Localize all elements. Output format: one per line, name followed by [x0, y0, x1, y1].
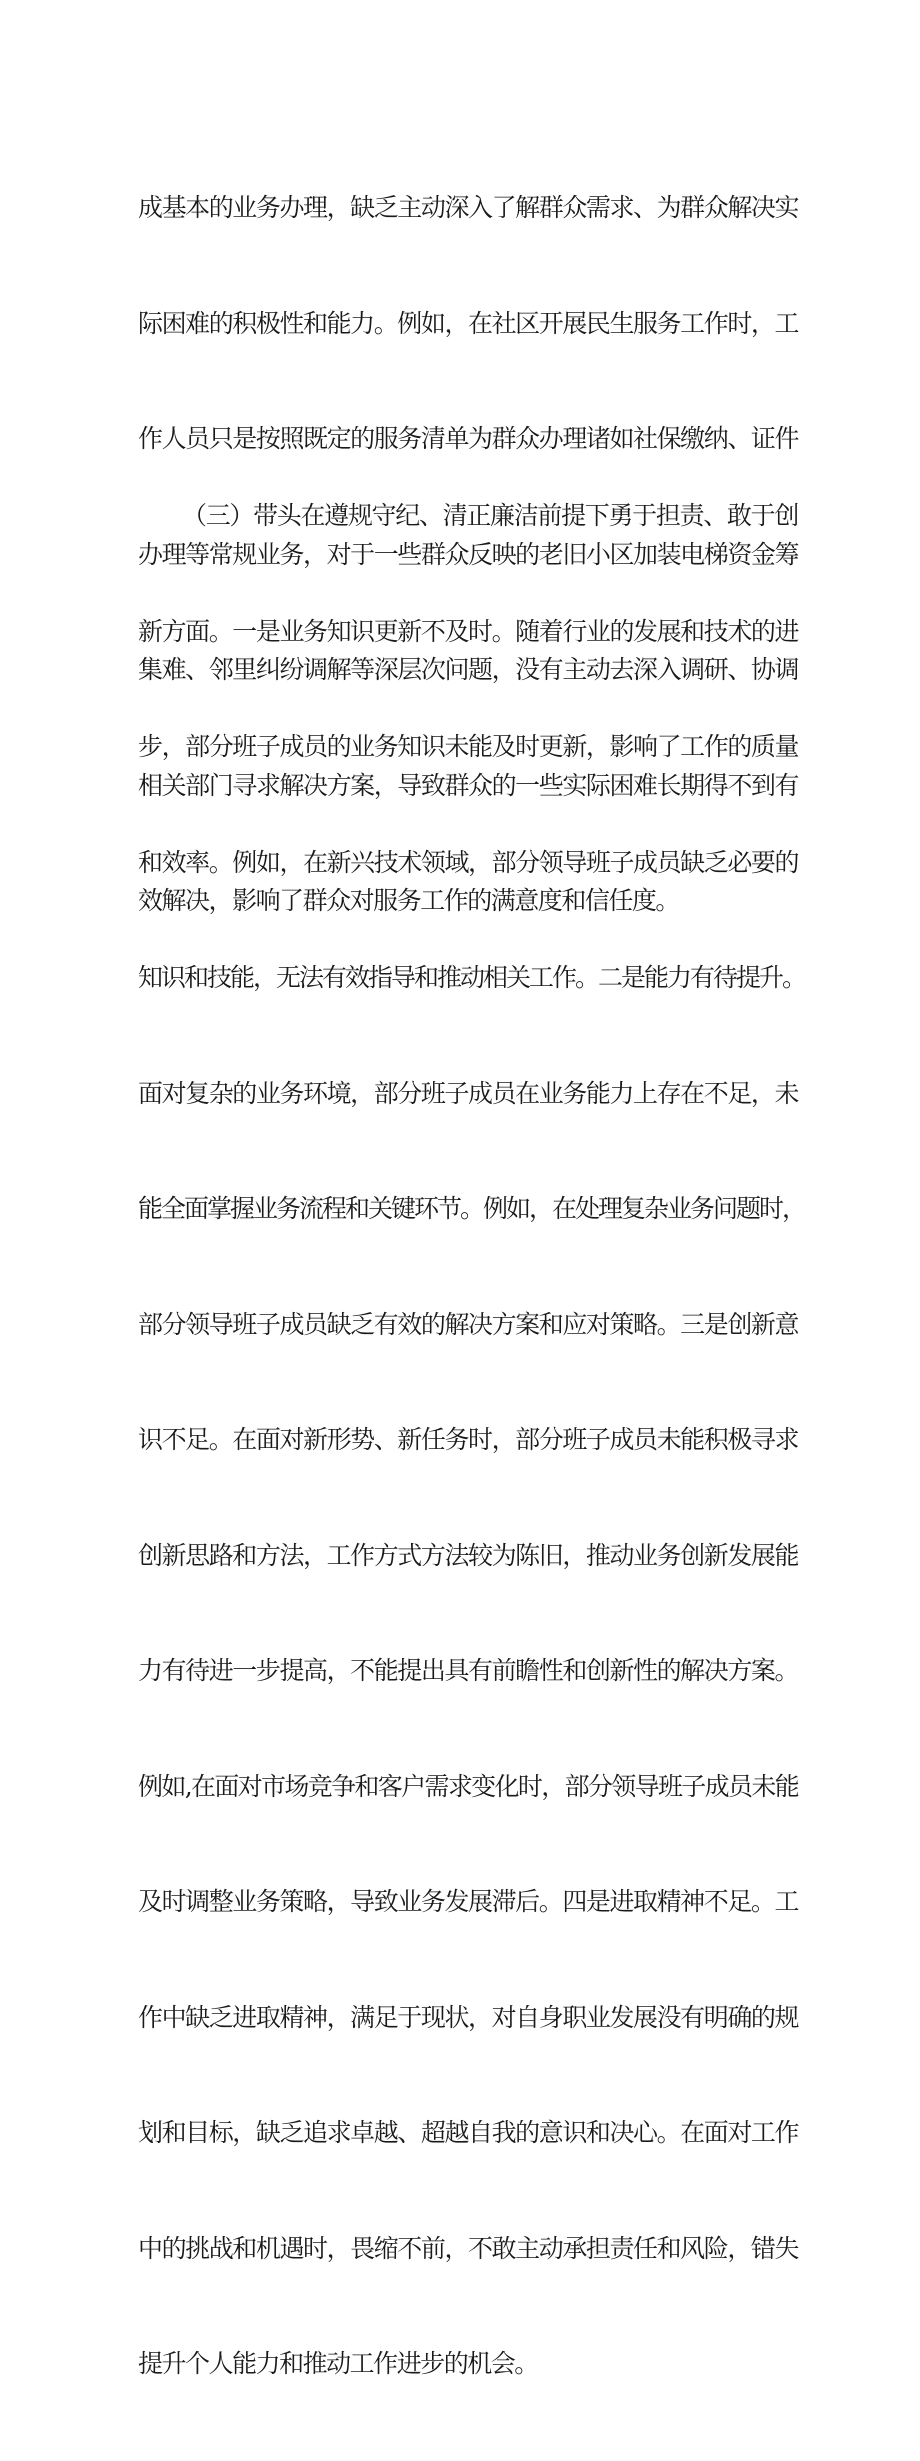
- text-line: 办理等常规业务，对于一些群众反映的老旧小区加装电梯资金筹: [138, 539, 798, 569]
- text-line: 际困难的积极性和能力。例如，在社区开展民生服务工作时，工: [138, 308, 798, 338]
- text-line: 例如,在面对市场竞争和客户需求变化时，部分领导班子成员未能: [138, 1771, 798, 1801]
- text-line: 能全面掌握业务流程和关键环节。例如，在处理复杂业务问题时，: [138, 1194, 806, 1223]
- text-line: 作人员只是按照既定的服务清单为群众办理诸如社保缴纳、证件: [138, 424, 798, 453]
- text-line: 面对复杂的业务环境，部分班子成员在业务能力上存在不足，未: [138, 1078, 798, 1108]
- text-line: 步，部分班子成员的业务知识未能及时更新，影响了工作的质量: [138, 732, 798, 761]
- section-heading-line: （三）带头在遵规守纪、清正廉洁前提下勇于担责、敢于创: [182, 501, 798, 530]
- text-line: 划和目标，缺乏追求卓越、超越自我的意识和决心。在面对工作: [138, 2118, 798, 2147]
- text-line: 相关部门寻求解决方案，导致群众的一些实际困难长期得不到有: [138, 770, 798, 800]
- text-line: 中的挑战和机遇时，畏缩不前，不敢主动承担责任和风险，错失: [138, 2233, 798, 2263]
- text-line: 新方面。一是业务知识更新不及时。随着行业的发展和技术的进: [138, 616, 798, 646]
- text-line: 作中缺乏进取精神，满足于现状，对自身职业发展没有明确的规: [138, 2002, 798, 2032]
- text-line: 力有待进一步提高，不能提出具有前瞻性和创新性的解决方案。: [138, 1656, 798, 1685]
- text-line: 集难、邻里纠纷调解等深层次问题，没有主动去深入调研、协调: [138, 655, 798, 684]
- text-line: 效解决，影响了群众对服务工作的满意度和信任度。: [138, 886, 679, 915]
- text-line: 成基本的业务办理，缺乏主动深入了解群众需求、为群众解决实: [138, 193, 798, 222]
- text-line: 创新思路和方法，工作方式方法较为陈旧，推动业务创新发展能: [138, 1540, 798, 1570]
- text-line: 及时调整业务策略，导致业务发展滞后。四是进取精神不足。工: [138, 1887, 798, 1916]
- text-line: 知识和技能，无法有效指导和推动相关工作。二是能力有待提升。: [138, 963, 806, 992]
- text-line: 和效率。例如，在新兴技术领域，部分领导班子成员缺乏必要的: [138, 847, 798, 877]
- text-line: 部分领导班子成员缺乏有效的解决方案和应对策略。三是创新意: [138, 1309, 798, 1339]
- section-paragraph: [138, 420, 806, 2461]
- text-line: 识不足。在面对新形势、新任务时，部分班子成员未能积极寻求: [138, 1425, 798, 1454]
- text-line: 提升个人能力和推动工作进步的机会。: [138, 2349, 538, 2378]
